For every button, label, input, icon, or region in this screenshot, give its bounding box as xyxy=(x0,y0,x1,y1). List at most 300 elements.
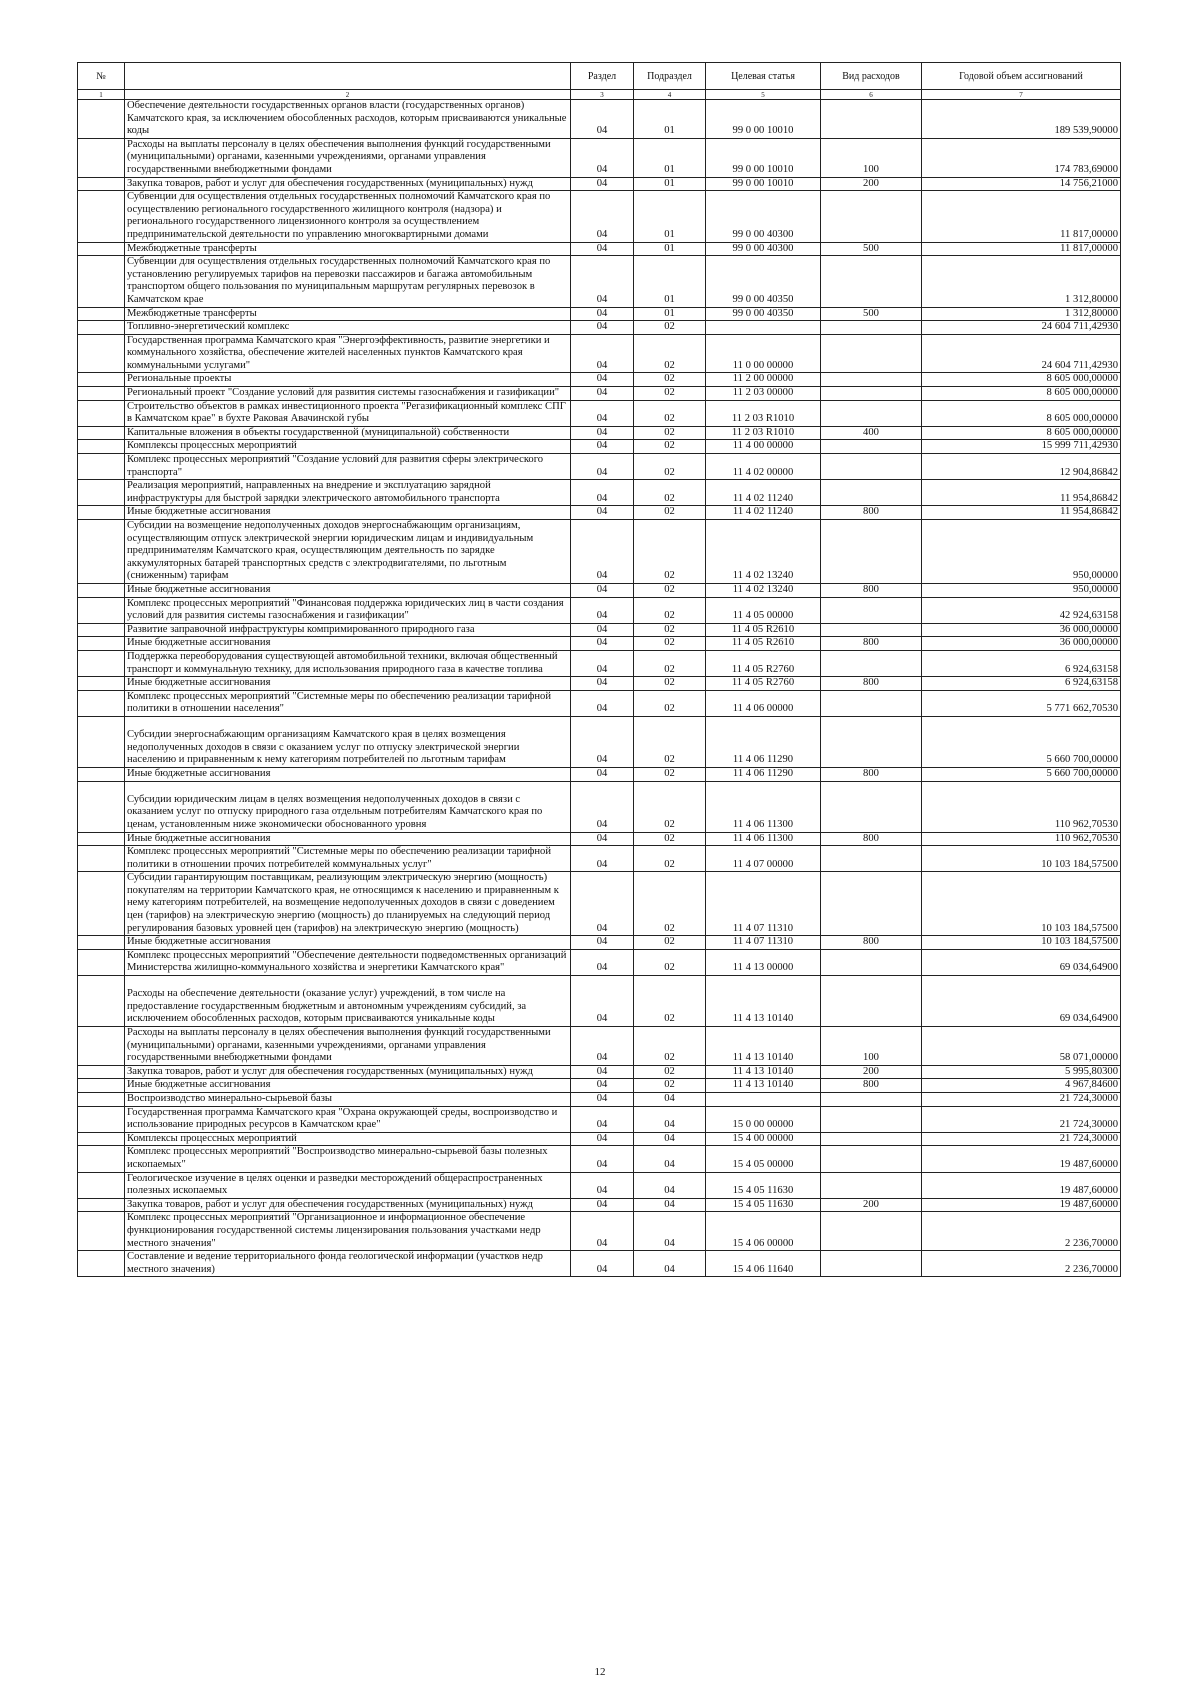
table-row xyxy=(78,1251,1121,1277)
cell-podrazdel: 02 xyxy=(634,832,706,846)
table-row xyxy=(78,177,1121,191)
cell-vid xyxy=(821,846,922,872)
cell-num xyxy=(78,373,125,387)
cell-num xyxy=(78,677,125,691)
cell-amount: 5 660 700,00000 xyxy=(922,767,1121,781)
column-number: 6 xyxy=(821,90,922,100)
cell-razdel: 04 xyxy=(571,677,634,691)
cell-amount: 36 000,00000 xyxy=(922,623,1121,637)
table-row xyxy=(78,426,1121,440)
cell-target: 11 2 03 R1010 xyxy=(706,426,821,440)
cell-target: 11 4 02 13240 xyxy=(706,520,821,584)
cell-num xyxy=(78,781,125,832)
cell-razdel: 04 xyxy=(571,1079,634,1093)
cell-razdel: 04 xyxy=(571,690,634,716)
cell-name: Комплекс процессных мероприятий "Создание условий для развития сферы электрического транспорта" xyxy=(125,454,571,480)
cell-vid xyxy=(821,872,922,936)
cell-name: Региональные проекты xyxy=(125,373,571,387)
cell-num xyxy=(78,480,125,506)
cell-podrazdel: 02 xyxy=(634,650,706,676)
cell-razdel: 04 xyxy=(571,480,634,506)
cell-razdel: 04 xyxy=(571,767,634,781)
cell-amount: 58 071,00000 xyxy=(922,1027,1121,1066)
cell-target: 11 4 06 11300 xyxy=(706,781,821,832)
cell-target: 11 4 05 R2760 xyxy=(706,677,821,691)
cell-name: Иные бюджетные ассигнования xyxy=(125,637,571,651)
header-num: № xyxy=(78,63,125,90)
cell-amount: 189 539,90000 xyxy=(922,100,1121,139)
table-row xyxy=(78,583,1121,597)
cell-target xyxy=(706,321,821,335)
cell-podrazdel: 02 xyxy=(634,716,706,767)
cell-vid xyxy=(821,256,922,307)
cell-vid xyxy=(821,520,922,584)
cell-podrazdel: 02 xyxy=(634,583,706,597)
column-number: 1 xyxy=(78,90,125,100)
cell-amount: 24 604 711,42930 xyxy=(922,334,1121,373)
cell-razdel: 04 xyxy=(571,583,634,597)
cell-podrazdel: 02 xyxy=(634,597,706,623)
table-row xyxy=(78,1212,1121,1251)
cell-num xyxy=(78,767,125,781)
cell-vid xyxy=(821,650,922,676)
cell-amount: 110 962,70530 xyxy=(922,832,1121,846)
cell-num xyxy=(78,1065,125,1079)
cell-name: Субсидии гарантирующим поставщикам, реализующим электрическую энергию (мощность) покупателям на территории Камчатского края, не относящимся к населению и приравненным к нему категориям потребителей, на возмещение недополученных доходов в связи с доведением цен (тарифов) на электрическую энергию (мощность) до планируемых на следующий период регулирования базовых уровней цен (тарифов) на электрическую энергию (мощность) xyxy=(125,872,571,936)
cell-podrazdel: 02 xyxy=(634,387,706,401)
cell-amount: 1 312,80000 xyxy=(922,256,1121,307)
cell-vid: 800 xyxy=(821,506,922,520)
cell-podrazdel: 01 xyxy=(634,138,706,177)
cell-target: 11 4 05 R2610 xyxy=(706,637,821,651)
cell-num xyxy=(78,846,125,872)
cell-vid: 800 xyxy=(821,677,922,691)
cell-podrazdel: 02 xyxy=(634,373,706,387)
cell-amount: 2 236,70000 xyxy=(922,1251,1121,1277)
cell-vid: 800 xyxy=(821,767,922,781)
cell-name: Иные бюджетные ассигнования xyxy=(125,936,571,950)
cell-razdel: 04 xyxy=(571,387,634,401)
cell-target: 99 0 00 40300 xyxy=(706,191,821,242)
cell-target: 11 4 07 11310 xyxy=(706,872,821,936)
cell-podrazdel: 02 xyxy=(634,781,706,832)
cell-razdel: 04 xyxy=(571,781,634,832)
table-row xyxy=(78,1198,1121,1212)
cell-target: 11 4 13 00000 xyxy=(706,949,821,975)
cell-vid: 100 xyxy=(821,1027,922,1066)
cell-target: 11 4 13 10140 xyxy=(706,976,821,1027)
cell-name: Закупка товаров, работ и услуг для обеспечения государственных (муниципальных) нужд xyxy=(125,1198,571,1212)
table-row xyxy=(78,256,1121,307)
cell-razdel: 04 xyxy=(571,138,634,177)
cell-target: 11 4 13 10140 xyxy=(706,1065,821,1079)
table-row xyxy=(78,191,1121,242)
table-row xyxy=(78,1065,1121,1079)
cell-vid xyxy=(821,1132,922,1146)
cell-amount: 19 487,60000 xyxy=(922,1172,1121,1198)
cell-vid xyxy=(821,1146,922,1172)
cell-num xyxy=(78,191,125,242)
cell-podrazdel: 04 xyxy=(634,1093,706,1107)
cell-razdel: 04 xyxy=(571,506,634,520)
cell-razdel: 04 xyxy=(571,623,634,637)
table-row xyxy=(78,440,1121,454)
table-row xyxy=(78,936,1121,950)
cell-vid xyxy=(821,716,922,767)
cell-vid xyxy=(821,191,922,242)
cell-name: Комплекс процессных мероприятий "Системные меры по обеспечению реализации тарифной политики в отношении прочих потребителей коммунальных услуг" xyxy=(125,846,571,872)
cell-podrazdel: 01 xyxy=(634,256,706,307)
cell-vid xyxy=(821,1093,922,1107)
cell-target: 11 4 02 13240 xyxy=(706,583,821,597)
cell-razdel: 04 xyxy=(571,321,634,335)
cell-amount: 5 771 662,70530 xyxy=(922,690,1121,716)
cell-amount: 950,00000 xyxy=(922,520,1121,584)
cell-name: Комплекс процессных мероприятий "Обеспечение деятельности подведомственных организаций Министерства жилищно-коммунального хозяйства и энергетики Камчатского края" xyxy=(125,949,571,975)
cell-name: Региональный проект "Создание условий для развития системы газоснабжения и газификации" xyxy=(125,387,571,401)
cell-target xyxy=(706,1093,821,1107)
cell-amount: 21 724,30000 xyxy=(922,1132,1121,1146)
cell-razdel: 04 xyxy=(571,650,634,676)
cell-target: 11 4 06 11290 xyxy=(706,716,821,767)
table-row xyxy=(78,623,1121,637)
cell-num xyxy=(78,872,125,936)
cell-amount: 8 605 000,00000 xyxy=(922,373,1121,387)
cell-razdel: 04 xyxy=(571,1132,634,1146)
table-row xyxy=(78,650,1121,676)
cell-name: Закупка товаров, работ и услуг для обеспечения государственных (муниципальных) нужд xyxy=(125,177,571,191)
table-row xyxy=(78,1132,1121,1146)
cell-vid xyxy=(821,100,922,139)
cell-num xyxy=(78,1198,125,1212)
cell-target: 15 4 05 11630 xyxy=(706,1172,821,1198)
cell-razdel: 04 xyxy=(571,334,634,373)
cell-amount: 2 236,70000 xyxy=(922,1212,1121,1251)
cell-target: 15 4 05 11630 xyxy=(706,1198,821,1212)
table-row xyxy=(78,334,1121,373)
cell-razdel: 04 xyxy=(571,1172,634,1198)
cell-razdel: 04 xyxy=(571,100,634,139)
cell-razdel: 04 xyxy=(571,191,634,242)
table-row xyxy=(78,976,1121,1027)
cell-amount: 110 962,70530 xyxy=(922,781,1121,832)
cell-name: Развитие заправочной инфраструктуры компримированного природного газа xyxy=(125,623,571,637)
cell-podrazdel: 02 xyxy=(634,506,706,520)
cell-vid xyxy=(821,781,922,832)
table-row xyxy=(78,716,1121,767)
cell-razdel: 04 xyxy=(571,454,634,480)
cell-name: Расходы на обеспечение деятельности (оказание услуг) учреждений, в том числе на предоставление государственным бюджетным и автономным учреждениям субсидий, за исключением обособленных расходов, которым присваиваются уникальные коды xyxy=(125,976,571,1027)
cell-amount: 10 103 184,57500 xyxy=(922,936,1121,950)
cell-num xyxy=(78,1093,125,1107)
table-row xyxy=(78,400,1121,426)
cell-num xyxy=(78,307,125,321)
cell-target: 11 4 05 00000 xyxy=(706,597,821,623)
cell-num xyxy=(78,454,125,480)
header-vid: Вид расходов xyxy=(821,63,922,90)
cell-razdel: 04 xyxy=(571,976,634,1027)
cell-amount: 21 724,30000 xyxy=(922,1106,1121,1132)
cell-podrazdel: 02 xyxy=(634,976,706,1027)
cell-vid xyxy=(821,949,922,975)
cell-razdel: 04 xyxy=(571,872,634,936)
cell-podrazdel: 01 xyxy=(634,191,706,242)
cell-name: Государственная программа Камчатского края "Энергоэффективность, развитие энергетики и коммунального хозяйства, обеспечение жителей населенных пунктов Камчатского края коммунальными услугами" xyxy=(125,334,571,373)
cell-num xyxy=(78,1172,125,1198)
cell-razdel: 04 xyxy=(571,520,634,584)
cell-name: Субвенции для осуществления отдельных государственных полномочий Камчатского края по осуществлению регионального государственного жилищного контроля (надзора) и регионального государственного лицензионного контроля за осуществлением предпринимательской деятельности по управлению многоквартирными домами xyxy=(125,191,571,242)
cell-podrazdel: 02 xyxy=(634,426,706,440)
cell-razdel: 04 xyxy=(571,1027,634,1066)
cell-num xyxy=(78,716,125,767)
cell-target: 99 0 00 10010 xyxy=(706,138,821,177)
cell-num xyxy=(78,242,125,256)
cell-name: Составление и ведение территориального фонда геологической информации (участков недр местного значения) xyxy=(125,1251,571,1277)
cell-podrazdel: 02 xyxy=(634,677,706,691)
table-row xyxy=(78,690,1121,716)
cell-podrazdel: 02 xyxy=(634,872,706,936)
cell-num xyxy=(78,506,125,520)
cell-vid: 500 xyxy=(821,307,922,321)
cell-podrazdel: 02 xyxy=(634,637,706,651)
cell-vid: 800 xyxy=(821,832,922,846)
cell-vid xyxy=(821,387,922,401)
cell-name: Субвенции для осуществления отдельных государственных полномочий Камчатского края по установлению регулируемых тарифов на перевозки пассажиров и багажа автомобильным транспортом общего пользования по муниципальным маршрутам регулярных перевозок в Камчатском крае xyxy=(125,256,571,307)
cell-vid xyxy=(821,321,922,335)
cell-podrazdel: 02 xyxy=(634,334,706,373)
cell-amount: 8 605 000,00000 xyxy=(922,400,1121,426)
cell-podrazdel: 04 xyxy=(634,1132,706,1146)
cell-amount: 19 487,60000 xyxy=(922,1146,1121,1172)
cell-name: Комплекс процессных мероприятий "Организационное и информационное обеспечение функционирования государственной системы лицензирования пользования участками недр местного значения" xyxy=(125,1212,571,1251)
cell-amount: 11 817,00000 xyxy=(922,191,1121,242)
cell-podrazdel: 02 xyxy=(634,454,706,480)
cell-target: 99 0 00 40350 xyxy=(706,256,821,307)
cell-amount: 10 103 184,57500 xyxy=(922,846,1121,872)
cell-amount: 5 660 700,00000 xyxy=(922,716,1121,767)
table-row xyxy=(78,1027,1121,1066)
cell-target: 11 4 02 11240 xyxy=(706,506,821,520)
cell-target: 11 2 03 00000 xyxy=(706,387,821,401)
cell-podrazdel: 04 xyxy=(634,1172,706,1198)
cell-num xyxy=(78,400,125,426)
table-row xyxy=(78,846,1121,872)
table-row xyxy=(78,480,1121,506)
cell-name: Иные бюджетные ассигнования xyxy=(125,1079,571,1093)
cell-podrazdel: 04 xyxy=(634,1106,706,1132)
cell-num xyxy=(78,177,125,191)
cell-num xyxy=(78,1251,125,1277)
cell-name: Топливно-энергетический комплекс xyxy=(125,321,571,335)
header-row xyxy=(78,63,1121,90)
column-number-row xyxy=(78,90,1121,100)
cell-amount: 6 924,63158 xyxy=(922,650,1121,676)
cell-target: 99 0 00 40350 xyxy=(706,307,821,321)
cell-amount: 69 034,64900 xyxy=(922,949,1121,975)
cell-podrazdel: 02 xyxy=(634,846,706,872)
cell-target: 11 2 00 00000 xyxy=(706,373,821,387)
cell-razdel: 04 xyxy=(571,832,634,846)
cell-amount: 950,00000 xyxy=(922,583,1121,597)
cell-podrazdel: 01 xyxy=(634,307,706,321)
header-podrazdel: Подраздел xyxy=(634,63,706,90)
cell-razdel: 04 xyxy=(571,1146,634,1172)
cell-podrazdel: 02 xyxy=(634,936,706,950)
table-row xyxy=(78,781,1121,832)
cell-target: 11 2 03 R1010 xyxy=(706,400,821,426)
cell-num xyxy=(78,387,125,401)
cell-name: Иные бюджетные ассигнования xyxy=(125,677,571,691)
budget-table xyxy=(77,62,1121,1277)
cell-target: 99 0 00 10010 xyxy=(706,100,821,139)
cell-target: 15 4 00 00000 xyxy=(706,1132,821,1146)
cell-razdel: 04 xyxy=(571,846,634,872)
cell-num xyxy=(78,637,125,651)
cell-target: 11 0 00 00000 xyxy=(706,334,821,373)
header-target: Целевая статья xyxy=(706,63,821,90)
cell-num xyxy=(78,520,125,584)
cell-razdel: 04 xyxy=(571,1251,634,1277)
table-row xyxy=(78,138,1121,177)
cell-razdel: 04 xyxy=(571,949,634,975)
cell-name: Комплекс процессных мероприятий "Воспроизводство минерально-сырьевой базы полезных ископаемых" xyxy=(125,1146,571,1172)
cell-amount: 8 605 000,00000 xyxy=(922,387,1121,401)
table-row xyxy=(78,872,1121,936)
cell-name: Субсидии на возмещение недополученных доходов энергоснабжающим организациям, осуществляющим отпуск электрической энергии юридическим лицам и индивидуальным предпринимателям Камчатского края, осуществляющим деятельность по зарядке аккумуляторных батарей транспортных средств с электродвигателями, по льготным (сниженным) тарифам xyxy=(125,520,571,584)
cell-vid xyxy=(821,334,922,373)
cell-name: Иные бюджетные ассигнования xyxy=(125,583,571,597)
cell-name: Комплекс процессных мероприятий "Системные меры по обеспечению реализации тарифной политики в отношении населения" xyxy=(125,690,571,716)
budget-sheet xyxy=(77,62,1120,1277)
cell-vid xyxy=(821,623,922,637)
cell-vid xyxy=(821,1212,922,1251)
cell-num xyxy=(78,256,125,307)
cell-name: Межбюджетные трансферты xyxy=(125,307,571,321)
cell-name: Геологическое изучение в целях оценки и разведки месторождений общераспространенных полезных ископаемых xyxy=(125,1172,571,1198)
cell-amount: 11 817,00000 xyxy=(922,242,1121,256)
cell-podrazdel: 02 xyxy=(634,690,706,716)
cell-num xyxy=(78,100,125,139)
cell-razdel: 04 xyxy=(571,242,634,256)
cell-vid xyxy=(821,440,922,454)
cell-name: Расходы на выплаты персоналу в целях обеспечения выполнения функций государственными (муниципальными) органами, казенными учреждениями, органами управления государственными внебюджетными фондами xyxy=(125,1027,571,1066)
cell-target: 11 4 06 11300 xyxy=(706,832,821,846)
cell-razdel: 04 xyxy=(571,1106,634,1132)
table-row xyxy=(78,637,1121,651)
cell-num xyxy=(78,1212,125,1251)
cell-num xyxy=(78,1146,125,1172)
cell-vid: 800 xyxy=(821,936,922,950)
cell-amount: 14 756,21000 xyxy=(922,177,1121,191)
table-row xyxy=(78,100,1121,139)
page-number: 12 xyxy=(594,1666,606,1678)
cell-target: 11 4 05 R2610 xyxy=(706,623,821,637)
cell-amount: 10 103 184,57500 xyxy=(922,872,1121,936)
cell-num xyxy=(78,650,125,676)
cell-name: Комплексы процессных мероприятий xyxy=(125,1132,571,1146)
table-row xyxy=(78,1093,1121,1107)
table-row xyxy=(78,767,1121,781)
cell-vid xyxy=(821,454,922,480)
table-row xyxy=(78,1079,1121,1093)
column-number: 2 xyxy=(125,90,571,100)
cell-num xyxy=(78,597,125,623)
cell-amount: 36 000,00000 xyxy=(922,637,1121,651)
cell-num xyxy=(78,949,125,975)
table-row xyxy=(78,387,1121,401)
cell-podrazdel: 04 xyxy=(634,1146,706,1172)
cell-amount: 174 783,69000 xyxy=(922,138,1121,177)
cell-name: Субсидии энергоснабжающим организациям Камчатского края в целях возмещения недополученных доходов в связи с оказанием услуг по отпуску электрической энергии населению и приравненным к нему категориям потребителей по льготным тарифам xyxy=(125,716,571,767)
cell-vid: 200 xyxy=(821,1198,922,1212)
cell-name: Иные бюджетные ассигнования xyxy=(125,767,571,781)
cell-razdel: 04 xyxy=(571,373,634,387)
cell-target: 11 4 06 00000 xyxy=(706,690,821,716)
cell-num xyxy=(78,138,125,177)
table-row xyxy=(78,506,1121,520)
table-row xyxy=(78,677,1121,691)
cell-vid xyxy=(821,1106,922,1132)
table-row xyxy=(78,242,1121,256)
cell-podrazdel: 02 xyxy=(634,1079,706,1093)
cell-podrazdel: 04 xyxy=(634,1251,706,1277)
cell-vid: 100 xyxy=(821,138,922,177)
cell-name: Реализация мероприятий, направленных на внедрение и эксплуатацию зарядной инфраструктуры для быстрой зарядки электрического автомобильного транспорта xyxy=(125,480,571,506)
cell-num xyxy=(78,623,125,637)
cell-target: 15 4 06 00000 xyxy=(706,1212,821,1251)
cell-num xyxy=(78,1027,125,1066)
cell-podrazdel: 02 xyxy=(634,949,706,975)
cell-vid xyxy=(821,1172,922,1198)
cell-num xyxy=(78,440,125,454)
cell-target: 11 4 00 00000 xyxy=(706,440,821,454)
table-row xyxy=(78,520,1121,584)
cell-target: 15 4 05 00000 xyxy=(706,1146,821,1172)
table-row xyxy=(78,454,1121,480)
cell-vid xyxy=(821,1251,922,1277)
cell-name: Иные бюджетные ассигнования xyxy=(125,832,571,846)
cell-num xyxy=(78,1132,125,1146)
column-number: 7 xyxy=(922,90,1121,100)
header-amount: Годовой объем ассигнований xyxy=(922,63,1121,90)
cell-amount: 8 605 000,00000 xyxy=(922,426,1121,440)
cell-name: Воспроизводство минерально-сырьевой базы xyxy=(125,1093,571,1107)
table-row xyxy=(78,949,1121,975)
cell-num xyxy=(78,426,125,440)
cell-vid xyxy=(821,976,922,1027)
cell-vid: 800 xyxy=(821,1079,922,1093)
column-number: 3 xyxy=(571,90,634,100)
cell-target: 15 4 06 11640 xyxy=(706,1251,821,1277)
table-row xyxy=(78,597,1121,623)
cell-podrazdel: 01 xyxy=(634,242,706,256)
cell-razdel: 04 xyxy=(571,440,634,454)
cell-name: Закупка товаров, работ и услуг для обеспечения государственных (муниципальных) нужд xyxy=(125,1065,571,1079)
table-row xyxy=(78,307,1121,321)
cell-vid xyxy=(821,597,922,623)
cell-amount: 5 995,80300 xyxy=(922,1065,1121,1079)
cell-name: Субсидии юридическим лицам в целях возмещения недополученных доходов в связи с оказанием услуг по отпуску природного газа отдельным потребителям Камчатского края по ценам, установленным ниже экономически обоснованного уровня xyxy=(125,781,571,832)
cell-podrazdel: 04 xyxy=(634,1198,706,1212)
cell-razdel: 04 xyxy=(571,177,634,191)
cell-target: 11 4 07 00000 xyxy=(706,846,821,872)
cell-num xyxy=(78,1079,125,1093)
cell-num xyxy=(78,334,125,373)
cell-amount: 42 924,63158 xyxy=(922,597,1121,623)
cell-name: Поддержка переоборудования существующей автомобильной техники, включая общественный транспорт и коммунальную технику, для использования природного газа в качестве топлива xyxy=(125,650,571,676)
cell-name: Капитальные вложения в объекты государственной (муниципальной) собственности xyxy=(125,426,571,440)
cell-target: 11 4 02 00000 xyxy=(706,454,821,480)
